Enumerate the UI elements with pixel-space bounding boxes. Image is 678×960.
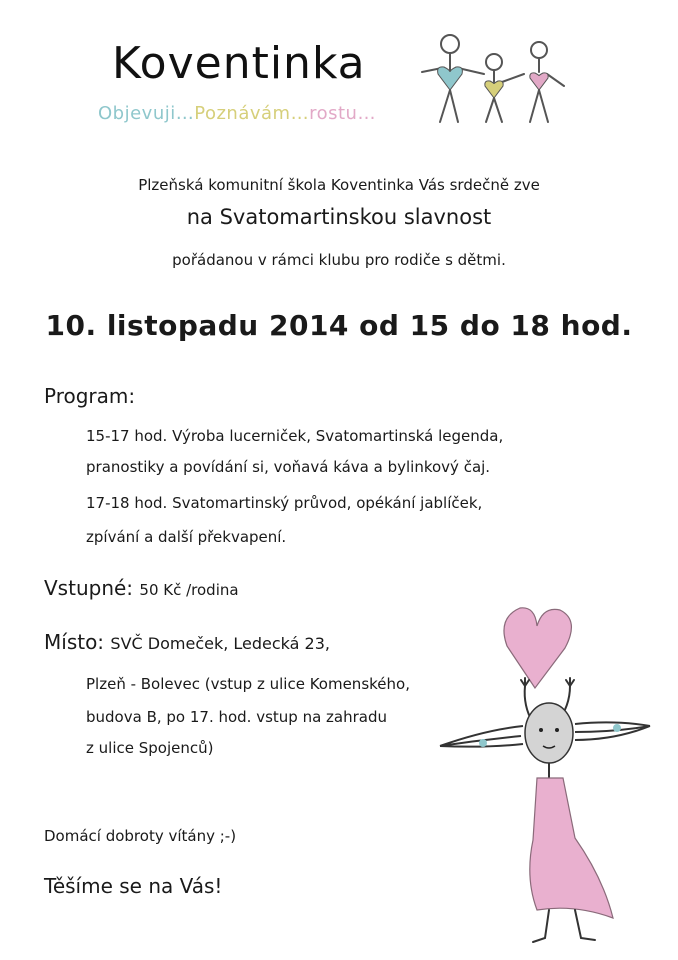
place (44, 630, 330, 654)
farewell: Těšíme se na Vás! (44, 874, 223, 898)
place-label: Místo: (44, 630, 105, 654)
entry (44, 576, 239, 600)
subtitle-part-3: rostu… (309, 103, 376, 124)
program-line-1: 15-17 hod. Výroba lucerniček, Svatomartinská legenda, (86, 427, 504, 445)
program-line-4: zpívání a další překvapení. (86, 528, 287, 546)
place-value: SVČ Domeček, Ledecká 23, (110, 634, 330, 653)
subtitle-part-2: Poznávám… (194, 103, 310, 124)
event-date: 10. listopadu 2014 od 15 do 18 hod. (45, 309, 633, 342)
entry-label: Vstupné: (44, 576, 134, 600)
program-line-3: 17-18 hod. Svatomartinský průvod, opékání jablíček, (86, 494, 483, 512)
invitation-heading: na Svatomartinskou slavnost (186, 205, 492, 229)
invitation-sub: pořádanou v rámci klubu pro rodiče s dětmi. (172, 251, 506, 269)
subtitle-part-1: Objevuji… (98, 103, 195, 124)
entry-value: 50 Kč /rodina (139, 581, 239, 599)
program-label: Program: (44, 384, 136, 408)
stick-family-logo-icon (412, 30, 572, 130)
logo-subtitle (98, 103, 376, 124)
treats-note: Domácí dobroty vítány ;-) (44, 827, 237, 845)
invitation-intro: Plzeňská komunitní škola Koventinka Vás srdečně zve (138, 176, 540, 194)
logo-title: Koventinka (112, 38, 366, 89)
place-line-2: budova B, po 17. hod. vstup na zahradu (86, 708, 388, 726)
program-line-2: pranostiky a povídání si, voňavá káva a bylinkový čaj. (86, 458, 491, 476)
girl-with-heart-illustration (425, 598, 665, 948)
place-line-3: z ulice Spojenců) (86, 739, 214, 757)
place-line-1: Plzeň - Bolevec (vstup z ulice Komenského, (86, 675, 410, 693)
